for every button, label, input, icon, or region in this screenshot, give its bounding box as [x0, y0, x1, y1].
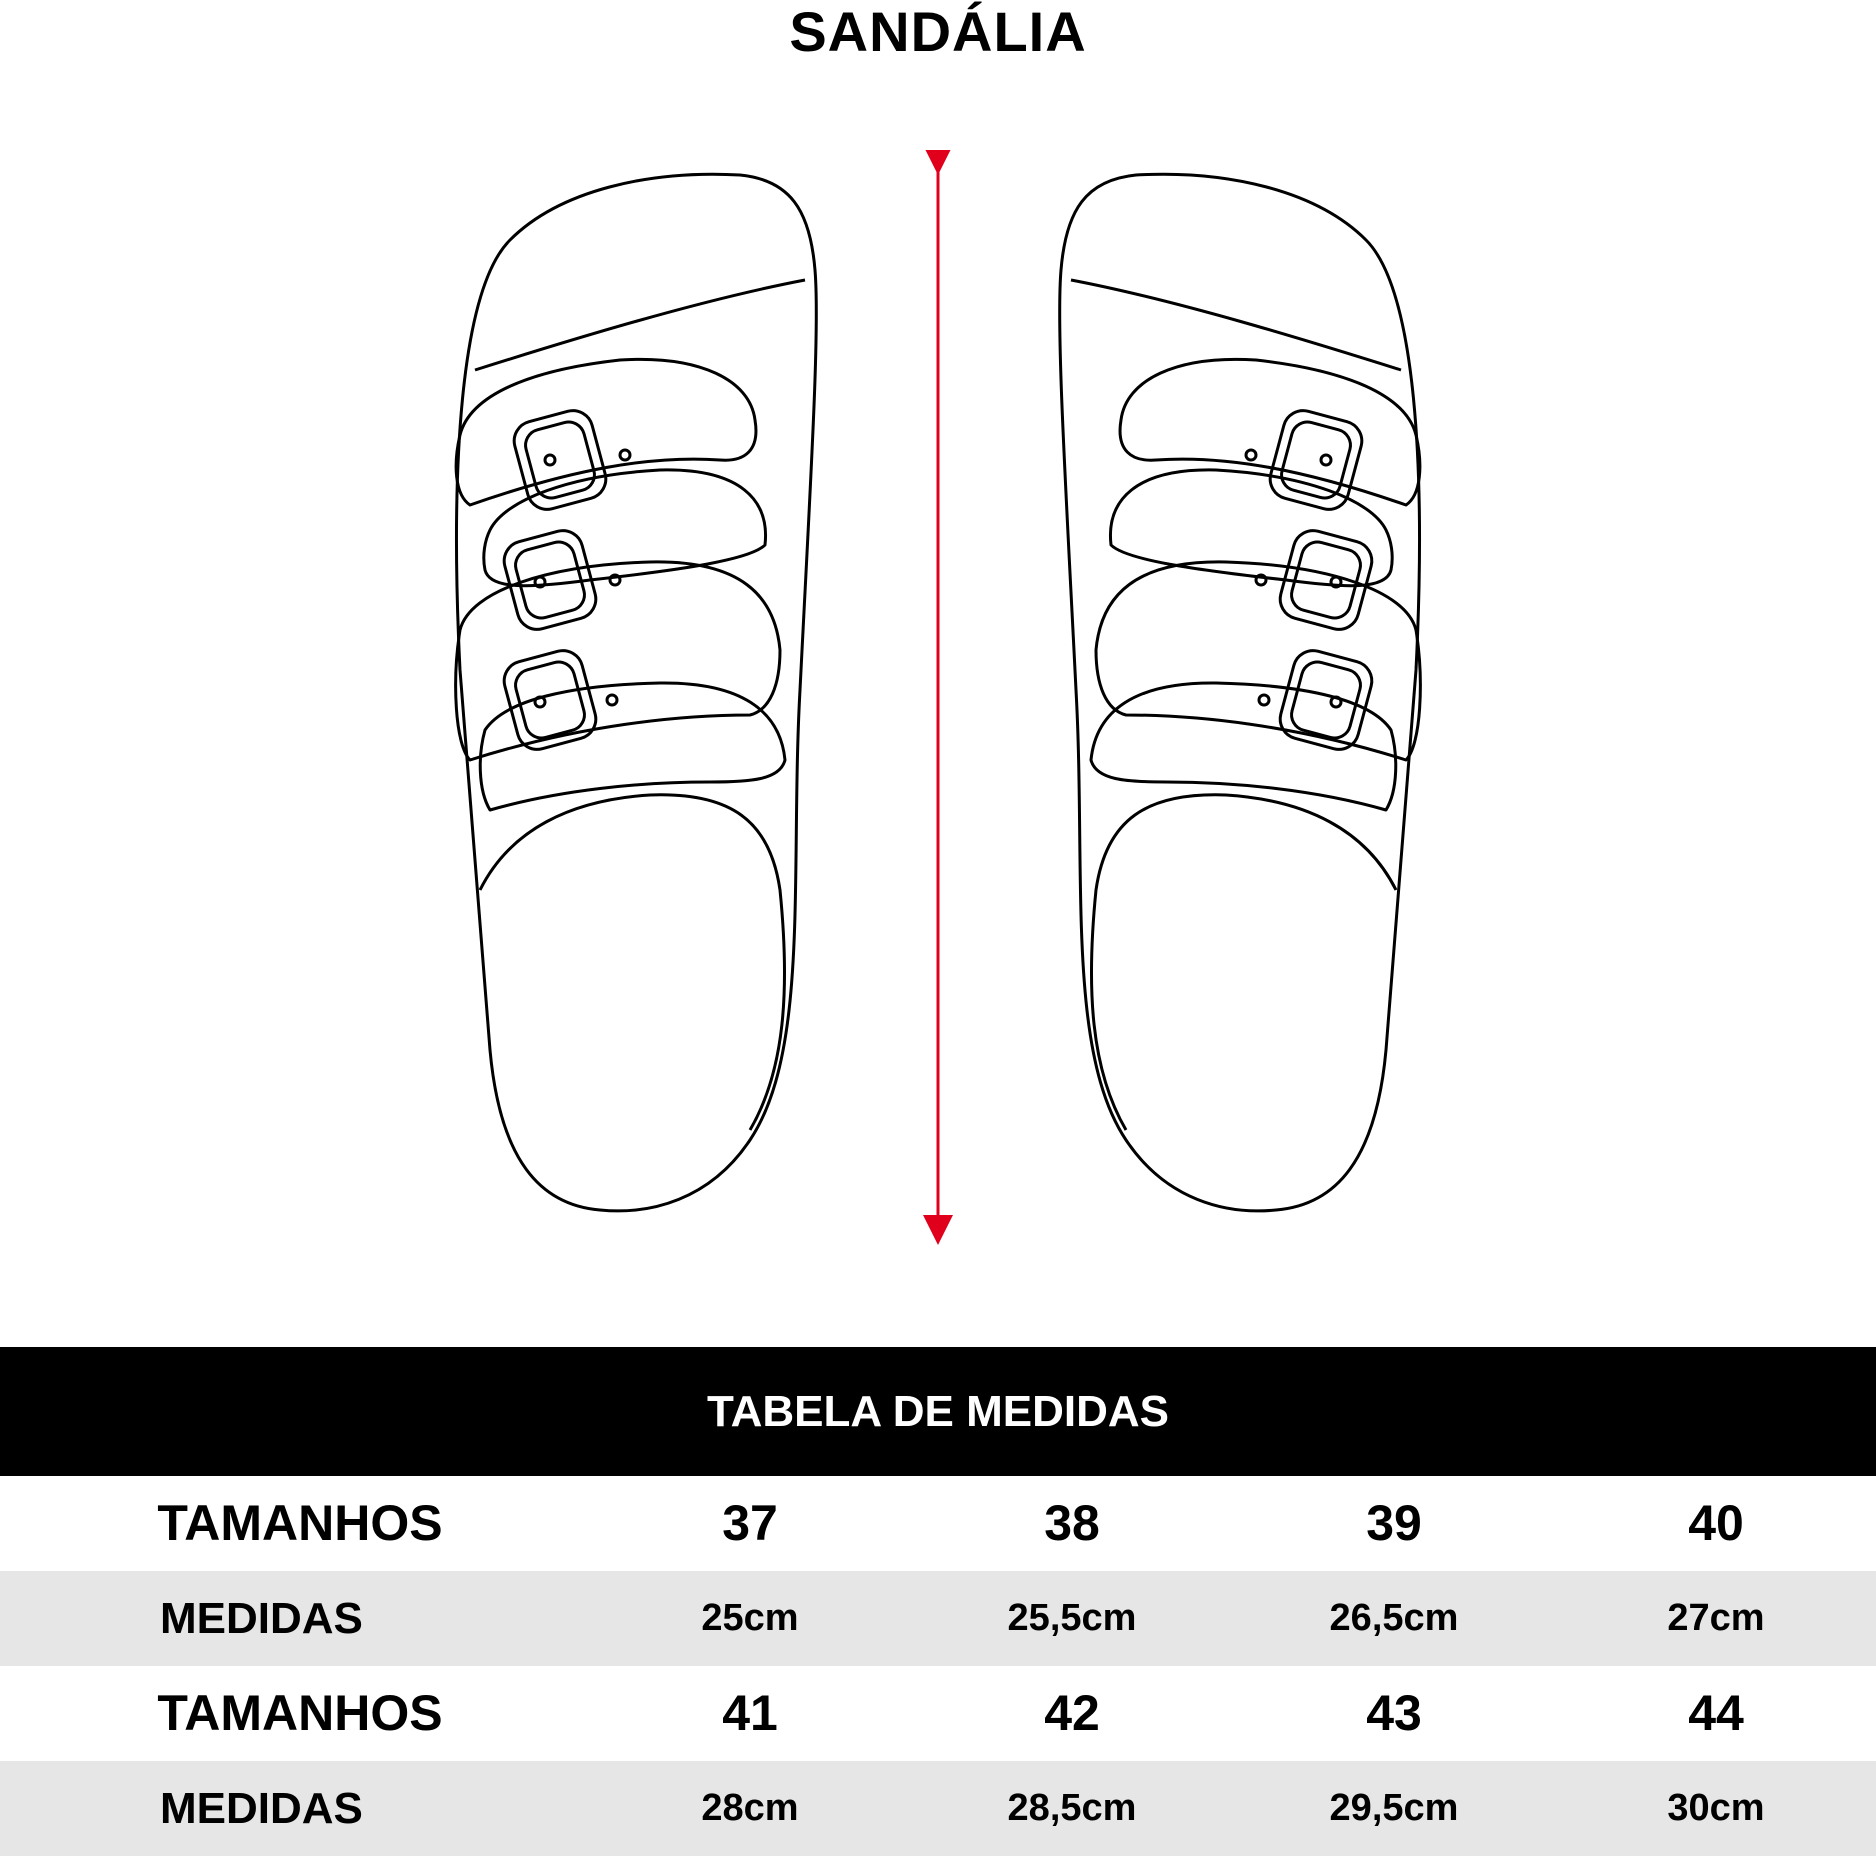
table-row [0, 1571, 1876, 1666]
size-cell: 42 [1044, 1685, 1100, 1741]
size-cell: 38 [1044, 1495, 1100, 1551]
measure-cell: 30cm [1667, 1787, 1765, 1829]
row-label: TAMANHOS [157, 1495, 443, 1551]
measure-cell: 27cm [1667, 1597, 1765, 1639]
measure-cell: 26,5cm [1329, 1597, 1459, 1639]
left-sandal-drawing [456, 174, 817, 1211]
measure-cell: 25cm [701, 1597, 799, 1639]
row-label: MEDIDAS [160, 1784, 363, 1833]
row-label: TAMANHOS [157, 1685, 443, 1741]
size-cell: 40 [1688, 1495, 1744, 1551]
table-row [0, 1476, 1876, 1571]
sandal-illustration [430, 150, 1446, 1250]
size-cell: 37 [722, 1495, 778, 1551]
page-title: SANDÁLIA [789, 0, 1087, 63]
size-cell: 39 [1366, 1495, 1422, 1551]
size-cell: 44 [1688, 1685, 1744, 1741]
measure-cell: 28,5cm [1007, 1787, 1137, 1829]
measure-cell: 25,5cm [1007, 1597, 1137, 1639]
measure-cell: 28cm [701, 1787, 799, 1829]
table-row [0, 1761, 1876, 1856]
table-row [0, 1666, 1876, 1761]
size-cell: 43 [1366, 1685, 1422, 1741]
measure-cell: 29,5cm [1329, 1787, 1459, 1829]
table-header: TABELA DE MEDIDAS [0, 1347, 1876, 1476]
row-label: MEDIDAS [160, 1594, 363, 1643]
size-cell: 41 [722, 1685, 778, 1741]
right-sandal-drawing [1060, 174, 1421, 1211]
